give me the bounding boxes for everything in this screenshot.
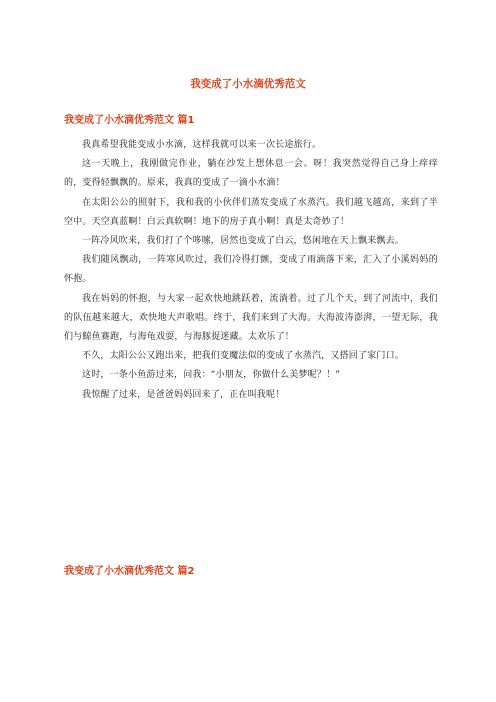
paragraph: 在太阳公公的照射下，我和我的小伙伴们蒸发变成了水蒸汽。我们越飞越高，来到了半空中。天空真蓝啊！白云真软啊！地下的房子真小啊！真是太奇妙了！ [64,197,438,227]
paragraph: 这一天晚上，我刚做完作业，躺在沙发上想休息一会。呀！我突然觉得自己身上痒痒的，变得轻飘飘的。原来，我真的变成了一滴小水滴！ [64,159,438,189]
paragraph: 不久，太阳公公又跑出来，把我们变魔法似的变成了水蒸汽，又搭回了家门口。 [82,351,405,362]
paragraph: 我在妈妈的怀抱，与大家一起欢快地跳跃着，流淌着。过了几个天，到了河流中，我们的队伍越来越大，欢快地大声歌唱。终于，我们来到了大海。大海波涛澎湃，一望无际，我们与鲸鱼赛跑，与海龟戏耍，与海豚捉迷藏。太欢乐了！ [64,293,438,343]
document-title: 我变成了小水滴优秀范文 [190,78,306,90]
paragraph: 我们随风飘动，一阵寒风吹过，我们冷得打颤，变成了雨滴落下来，汇入了小溪妈妈的怀抱。 [64,255,438,285]
section-1-body [64,136,438,405]
paragraph: 这时，一条小鱼游过来，问我：“小朋友，你做什么美梦呢？！” [82,370,341,381]
section-heading-2: 我变成了小水滴优秀范文 篇2 [64,566,195,577]
section-heading-1: 我变成了小水滴优秀范文 篇1 [64,115,195,126]
paragraph: 我真希望我能变成小水滴，这样我就可以来一次长途旅行。 [82,140,322,150]
paragraph: 我惊醒了过来，是爸爸妈妈回来了，正在叫我呢！ [82,389,285,400]
paragraph: 一阵冷风吹来，我们打了个哆嗦，居然也变成了白云，悠闲地在天上飘来飘去。 [82,236,405,247]
